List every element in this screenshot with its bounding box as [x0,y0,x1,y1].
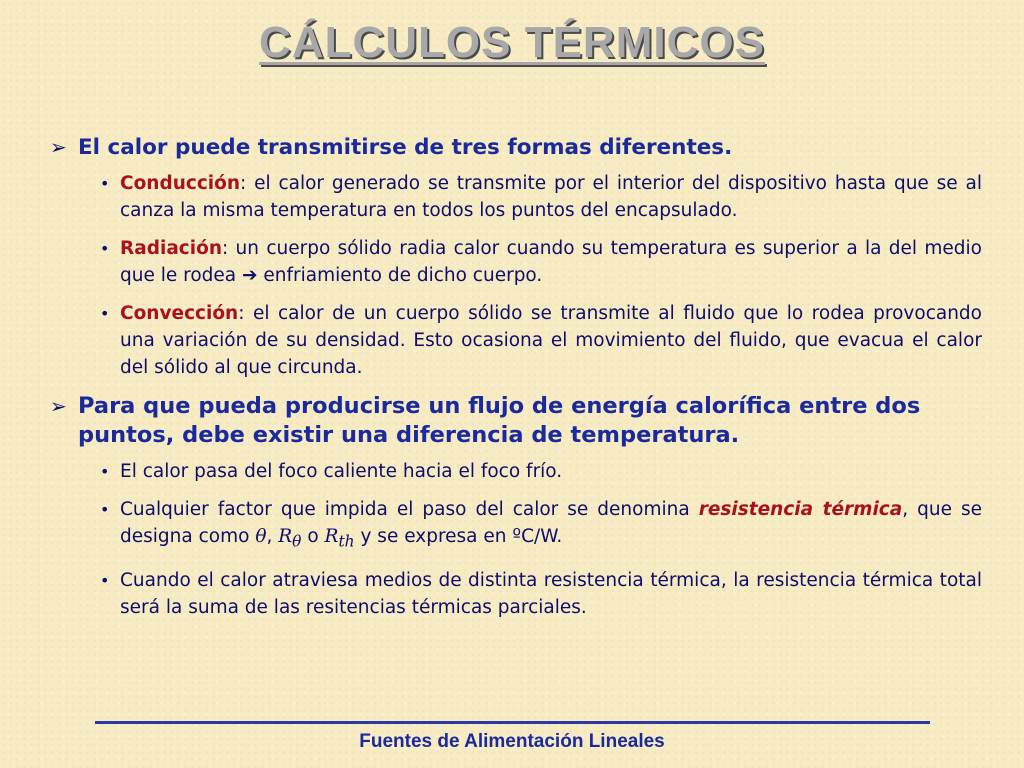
list-item-resistencia: • Cualquier factor que impida el paso del calor se denomina resistencia térmica, que se designa como θ, $R_\theta$ o $R_{th}$ y se expresa en ºC/W. [100,496,982,556]
list-item-foco [100,458,982,485]
item-text: Cuando el calor atraviesa medios de distinta resistencia térmica, la resistencia térmica total será la suma de las resitencias térmicas parciales. [120,569,982,618]
term-radiacion: Radiación [120,238,222,259]
bullet-icon: • [100,239,110,258]
bullet-icon: • [100,500,110,519]
list-item-radiacion [100,235,982,289]
item-text: El calor pasa del foco caliente hacia el foco frío. [120,461,563,482]
main-point-1 [50,133,982,162]
footer-divider [95,721,930,724]
list-item-suma [100,567,982,621]
bullet-icon: • [100,304,110,323]
arrow-bullet-icon: ➢ [50,135,67,159]
main-point-heading: Para que pueda producirse un flujo de energía calorífica entre dos puntos, debe existir una diferencia de temperatura. [78,393,921,448]
theta-symbol: θ [255,526,267,547]
term-conveccion: Convección [120,303,239,324]
term-resistencia-termica: resistencia térmica [698,499,903,520]
list-item-conveccion [100,300,982,381]
arrow-bullet-icon: ➢ [50,394,67,418]
right-arrow-icon: ➔ [242,265,258,286]
item-text: : el calor generado se transmite por el interior del dispositivo hasta que se al canza la misma temperatura en todos los puntos del encapsulado. [120,173,982,221]
slide-content [50,133,982,632]
bullet-icon: • [100,462,110,481]
main-point-2 [50,392,982,450]
bullet-icon: • [100,174,110,193]
list-item-conduccion [100,170,982,224]
footer-title: Fuentes de Alimentación Lineales [359,731,665,752]
term-conduccion: Conducción [120,173,241,194]
item-text: : el calor de un cuerpo sólido se transmite al fluido que lo rodea provocando una variación de su densidad. Esto ocasiona el movimiento del fluido, que evacua el calor del sólido al que circunda. [120,303,982,378]
item-text: : un cuerpo sólido radia calor cuando su temperatura es superior a la del medio que le rodea [120,238,982,286]
page-title: CÁLCULOS TÉRMICOS [259,18,765,67]
r-theta-symbol: $R_\theta$ [278,526,302,551]
bullet-icon: • [100,570,110,590]
item-text-end: enfriamiento de dicho cuerpo. [257,265,543,286]
r-th-symbol: $R_{th}$ [324,526,355,551]
main-point-heading: El calor puede transmitirse de tres formas diferentes. [78,135,733,160]
